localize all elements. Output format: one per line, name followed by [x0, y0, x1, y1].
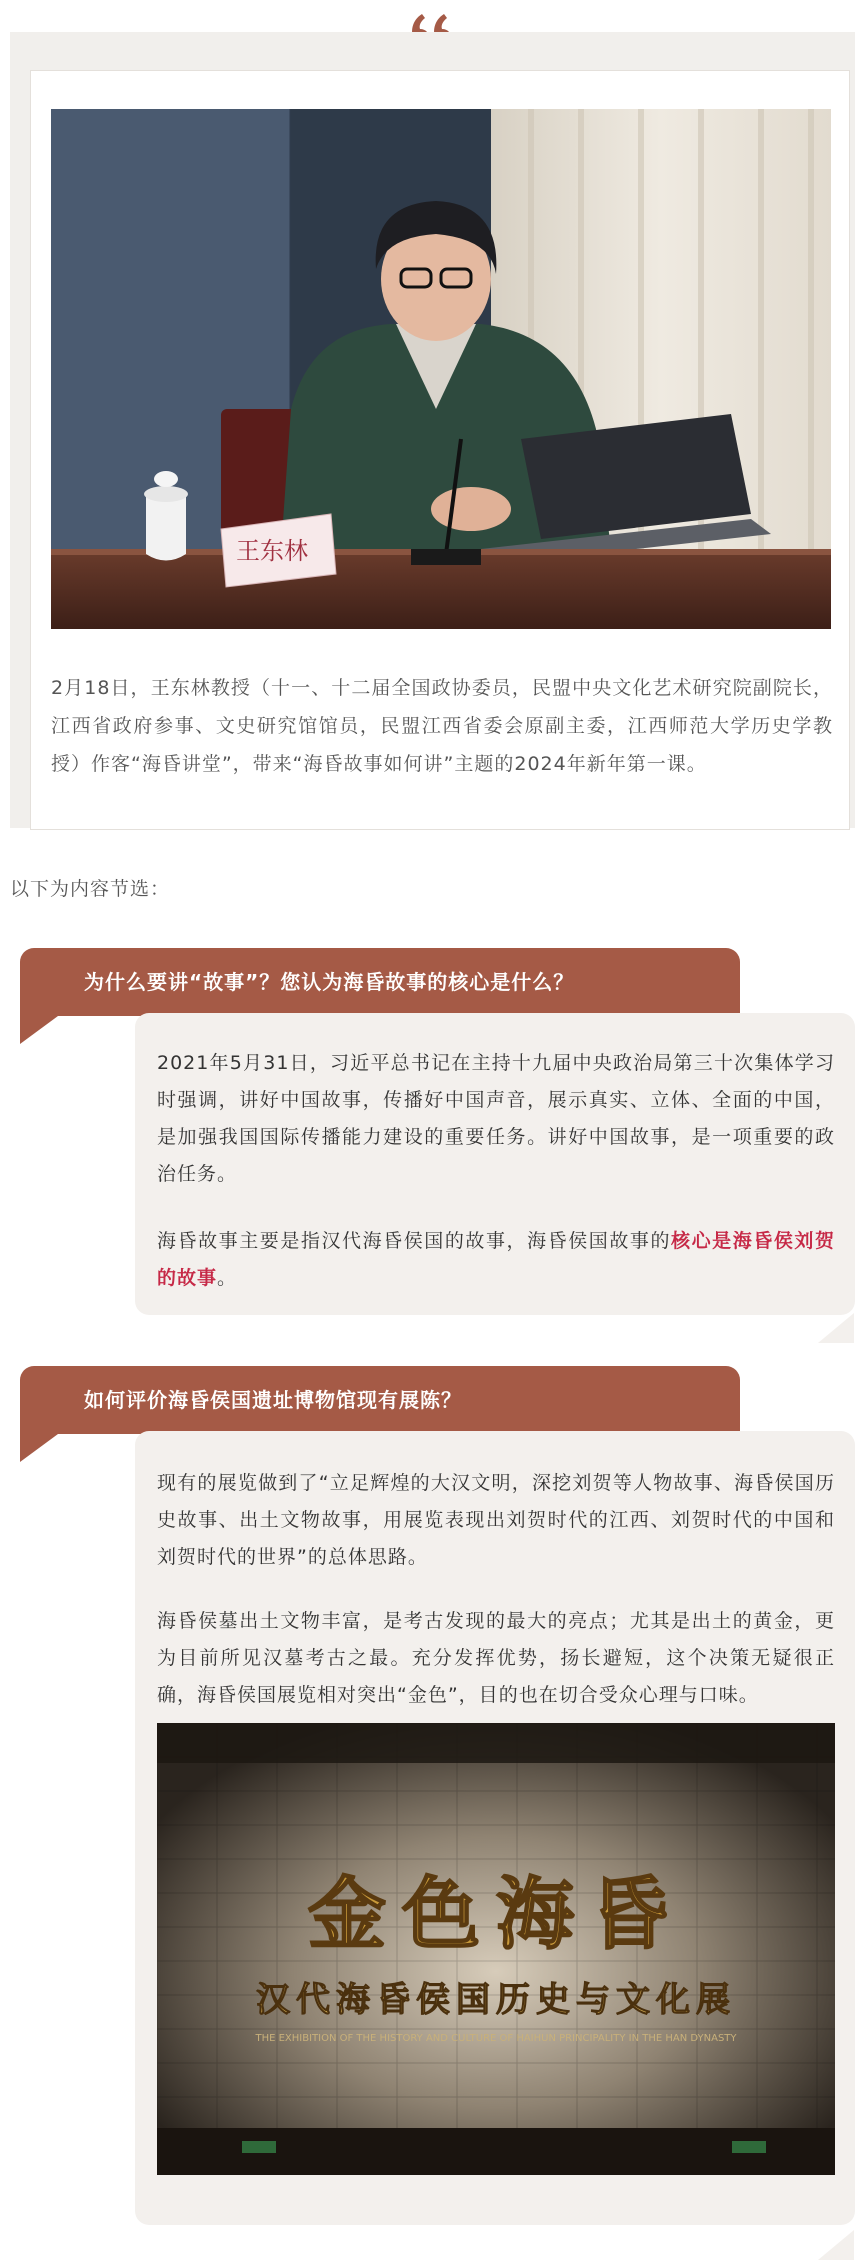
question-text: 为什么要讲“故事”？您认为海昏故事的核心是什么？: [84, 970, 575, 994]
intro-caption: 2月18日，王东林教授（十一、十二届全国政协委员，民盟中央文化艺术研究院副院长，江西省政府参事、文史研究馆馆员，民盟江西省委会原副主委，江西师范大学历史学教授）作客“海昏讲堂”，带来“海昏故事如何讲”主题的2024年新年第一课。: [51, 677, 833, 775]
intro-card: [10, 32, 855, 828]
answer-box-tail: [818, 1313, 854, 1343]
nameplate-text: 王东林: [236, 537, 308, 565]
lecture-photo: [51, 109, 831, 629]
answer-highlight: 核心是海昏侯刘贺的故事: [157, 1230, 835, 1289]
question-bar-tail: [20, 1016, 58, 1044]
answer-box-tail: [818, 2230, 854, 2260]
exhibit-subtitle: 汉代海昏侯国历史与文化展: [256, 1980, 736, 2020]
answer-text: 。: [217, 1267, 238, 1289]
question-text: 如何评价海昏侯国遗址博物馆现有展陈？: [84, 1388, 462, 1412]
answer-box: [135, 1431, 855, 2225]
answer-text: 海昏故事主要是指汉代海昏侯国的故事，海昏侯国故事的: [157, 1230, 672, 1252]
exit-sign-icon: [242, 2141, 276, 2153]
lead-text: 以下为内容节选：: [10, 878, 171, 900]
question-bar: [20, 1366, 740, 1434]
question-bar-tail: [20, 1434, 58, 1462]
answer-paragraph: [157, 1223, 835, 1297]
answer-box: [135, 1013, 855, 1315]
answer-paragraph: 现有的展览做到了“立足辉煌的大汉文明，深挖刘贺等人物故事、海昏侯国历史故事、出土文物故事，用展览表现出刘贺时代的江西、刘贺时代的中国和刘贺时代的世界”的总体思路。: [157, 1472, 835, 1568]
exhibition-photo: [157, 1723, 835, 2175]
answer-paragraph: 2021年5月31日，习近平总书记在主持十九届中央政治局第三十次集体学习时强调，讲好中国故事，传播好中国声音，展示真实、立体、全面的中国，是加强我国国际传播能力建设的重要任务。讲好中国故事，是一项重要的政治任务。: [157, 1052, 835, 1185]
exit-sign-icon: [732, 2141, 766, 2153]
answer-paragraph: 海昏侯墓出土文物丰富，是考古发现的最大的亮点；尤其是出土的黄金，更为目前所见汉墓考古之最。充分发挥优势，扬长避短，这个决策无疑很正确，海昏侯国展览相对突出“金色”，目的也在切合受众心理与口味。: [157, 1610, 835, 1706]
exhibit-title: 金色海昏: [307, 1869, 685, 1960]
intro-card-inner: [30, 70, 850, 830]
exhibit-english-title: THE EXHIBITION OF THE HISTORY AND CULTURE OF HAIHUN PRINCIPALITY IN THE HAN DYNASTY: [255, 2033, 737, 2044]
question-bar: [20, 948, 740, 1016]
